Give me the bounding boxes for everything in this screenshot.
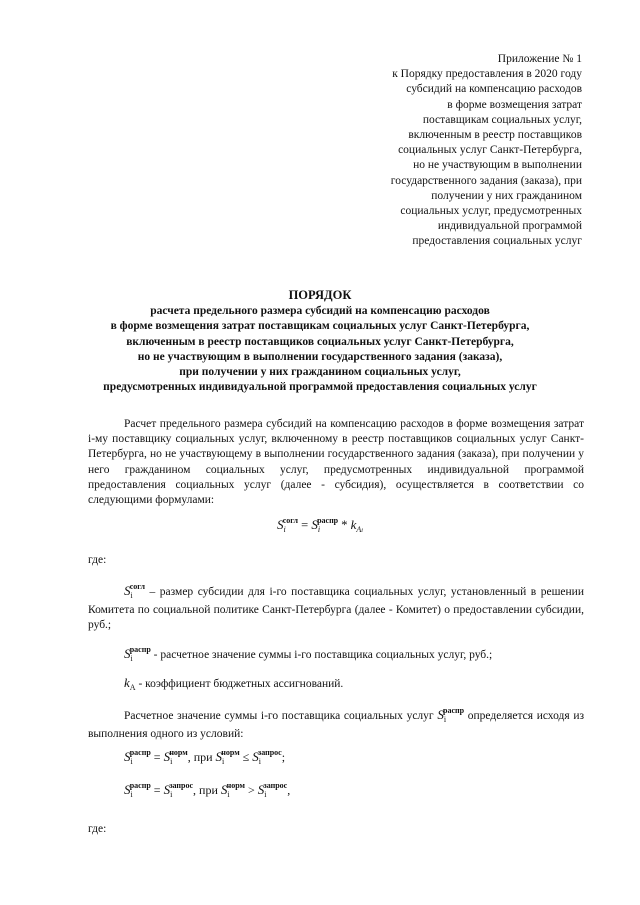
definition-2 xyxy=(88,642,584,666)
calc-text-before: Расчетное значение суммы i-го поставщика социальных услуг xyxy=(124,710,434,722)
def1-index: i xyxy=(130,591,133,600)
formula-times: * xyxy=(341,518,348,532)
calc-sup: распр xyxy=(443,706,465,715)
document-title xyxy=(60,288,580,395)
definition-3 xyxy=(88,675,584,695)
title-line: но не участвующим в выполнении государственного задания (заказа), xyxy=(137,350,503,363)
appendix-line: индивидуальной программой xyxy=(437,220,582,233)
where-label-2: где: xyxy=(88,823,107,835)
c1-i-c: i xyxy=(222,757,225,766)
title-line: при получении у них гражданином социальных услуг, xyxy=(179,366,461,379)
formula-k-sub: A xyxy=(356,525,362,534)
c2-sup-a: распр xyxy=(129,781,151,790)
appendix-line: к Порядку предоставления в 2020 году xyxy=(392,68,582,81)
c1-sup-a: распр xyxy=(129,748,151,757)
c2-i-b: i xyxy=(170,790,173,799)
c1-mid: , при xyxy=(187,750,213,764)
formula-index: i xyxy=(317,525,321,534)
c1-equals: = xyxy=(153,750,161,764)
c2-end: , xyxy=(287,783,291,797)
appendix-line: получении у них гражданином xyxy=(431,189,582,202)
c1-end: ; xyxy=(281,750,286,764)
c2-i-c: i xyxy=(227,790,230,799)
appendix-line: Приложение № 1 xyxy=(497,53,582,65)
appendix-line: социальных услуг Санкт-Петербурга, xyxy=(398,144,582,157)
def2-text: - расчетное значение суммы i-го поставщика социальных услуг, руб.; xyxy=(153,649,493,661)
def1-text: – размер субсидии для i-го поставщика социальных услуг, установленный в решении Комитета по социальной политике Санкт-Петербурга (далее - Комитет) о предоставлении субсидии, руб.; xyxy=(88,586,584,632)
def3-text: - коэффициент бюджетных ассигнований. xyxy=(138,678,344,690)
appendix-line: в форме возмещения затрат xyxy=(447,98,582,111)
intro-paragraph: Расчет предельного размера субсидий на компенсацию расходов в форме возмещения затрат i-му поставщику социальных услуг, включенному в реестр поставщиков социальных услуг Санкт-Петербурга, но не участвующему в выполнении государственного задания (заказа), при получении у него гражданином социальных услуг, предусмотренных индивидуальной программой предоставления социальных услуг (далее - субсидия), осуществляется в соответствии со следующими формулами: xyxy=(88,418,584,507)
title-heading: ПОРЯДОК xyxy=(288,288,352,302)
c2-s-d: S xyxy=(257,782,265,797)
c2-equals: = xyxy=(153,783,161,797)
main-formula xyxy=(60,516,580,534)
c1-op: ≤ xyxy=(242,750,250,764)
c1-i-d: i xyxy=(258,757,261,766)
def2-s: S xyxy=(124,646,131,661)
appendix-line: государственного задания (заказа), при xyxy=(390,174,582,187)
appendix-line: поставщикам социальных услуг, xyxy=(422,113,582,126)
c1-s-a: S xyxy=(124,749,131,764)
appendix-line: включенным в реестр поставщиков xyxy=(408,129,582,142)
formula-sup-left: согл xyxy=(282,516,299,525)
condition-1 xyxy=(124,748,285,766)
formula-k-subsub: i xyxy=(361,528,363,534)
appendix-block xyxy=(340,52,582,250)
def1-sup: согл xyxy=(129,582,145,591)
title-line: в форме возмещения затрат поставщикам социальных услуг Санкт-Петербурга, xyxy=(110,320,530,333)
def1-s: S xyxy=(124,583,131,598)
calc-s: S xyxy=(437,707,444,722)
c2-s-a: S xyxy=(124,782,131,797)
formula-s-left: S xyxy=(277,517,284,532)
appendix-line: социальных услуг, предусмотренных xyxy=(400,205,582,218)
title-line: включенным в реестр поставщиков социальных услуг Санкт-Петербурга, xyxy=(126,335,514,348)
calc-paragraph xyxy=(88,703,584,742)
title-line: расчета предельного размера субсидий на компенсацию расходов xyxy=(150,305,490,318)
c1-i-b: i xyxy=(170,757,173,766)
c2-op: > xyxy=(248,783,255,797)
c1-s-b: S xyxy=(163,749,171,764)
c2-sup-c: норм xyxy=(226,781,245,790)
c2-sup-b: запрос xyxy=(169,781,194,790)
title-line: предусмотренных индивидуальной программой предоставления социальных услуг xyxy=(103,381,537,394)
c2-s-b: S xyxy=(163,782,171,797)
appendix-line: предоставления социальных услуг xyxy=(412,235,582,248)
formula-k: k xyxy=(350,517,357,532)
c1-i-a: i xyxy=(130,757,133,766)
calc-text-after: определяется исходя из выполнения одного из условий: xyxy=(88,710,585,741)
def2-index: i xyxy=(130,654,133,663)
c2-mid: , при xyxy=(193,783,218,797)
condition-2 xyxy=(124,781,290,799)
c2-s-c: S xyxy=(220,782,228,797)
c2-i-d: i xyxy=(264,790,267,799)
c1-sup-b: норм xyxy=(169,748,188,757)
appendix-line: но не участвующим в выполнении xyxy=(413,159,582,172)
c2-i-a: i xyxy=(130,790,133,799)
appendix-line: субсидий на компенсацию расходов xyxy=(406,83,582,96)
c1-s-c: S xyxy=(215,749,223,764)
c2-sup-d: запрос xyxy=(263,781,288,790)
where-label-1: где: xyxy=(88,554,107,566)
c1-sup-d: запрос xyxy=(258,748,282,757)
formula-index: i xyxy=(283,525,286,534)
c1-s-d: S xyxy=(252,749,259,764)
formula-s-right: S xyxy=(311,517,318,532)
def3-k: k xyxy=(124,675,130,690)
definition-1 xyxy=(88,579,584,634)
formula-equals: = xyxy=(301,518,309,532)
def2-sup: распр xyxy=(129,645,151,654)
c1-sup-c: норм xyxy=(221,748,240,757)
calc-index: i xyxy=(443,715,447,724)
formula-sup-right: распр xyxy=(317,516,339,525)
def3-sub: A xyxy=(129,683,136,692)
